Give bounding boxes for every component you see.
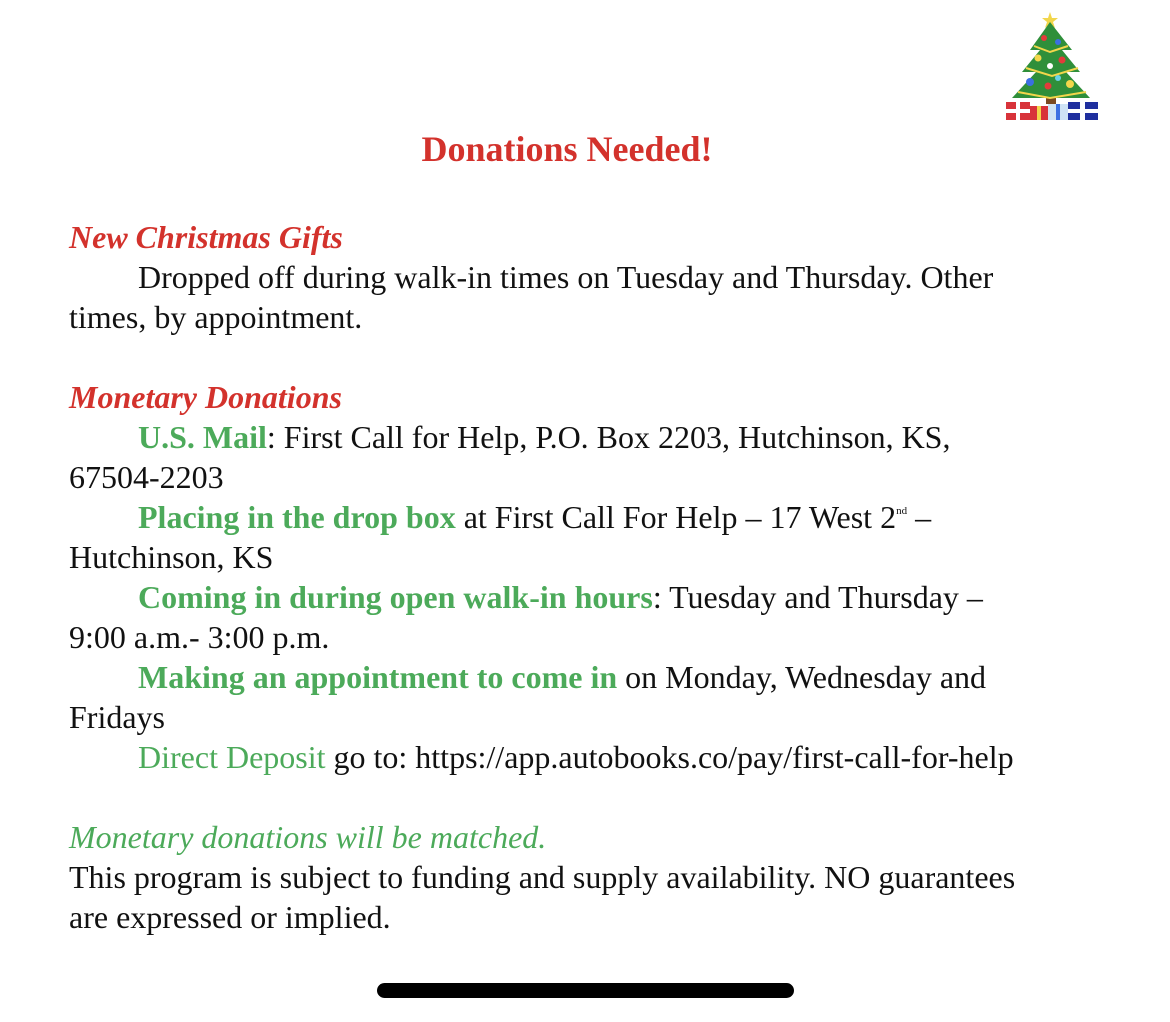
appointment-option: [69, 657, 1129, 697]
appointment-text-line-1: on Monday, Wednesday and: [617, 659, 987, 695]
gifts-text-line-2: times, by appointment.: [69, 299, 363, 335]
spacer: [69, 777, 1129, 817]
dropbox-option: [69, 497, 1129, 537]
mail-label: U.S. Mail: [138, 419, 267, 455]
mail-text-line-2: 67504-2203: [69, 459, 224, 495]
deposit-url-text: go to: https://app.autobooks.co/pay/first-call-for-help: [325, 739, 1014, 775]
appointment-text-line-2: Fridays: [69, 699, 165, 735]
walkin-option: [69, 577, 1129, 617]
walkin-label: Coming in during open walk-in hours: [138, 579, 653, 615]
matched-note: Monetary donations will be matched.: [69, 819, 547, 855]
page-title: Donations Needed!: [421, 129, 713, 169]
ordinal-suffix: nd: [896, 505, 908, 517]
dropbox-text-line-2: Hutchinson, KS: [69, 539, 274, 575]
monetary-heading: Monetary Donations: [69, 379, 342, 415]
gifts-heading: New Christmas Gifts: [69, 219, 343, 255]
deposit-label: Direct Deposit: [138, 739, 326, 775]
home-indicator[interactable]: [377, 983, 794, 998]
deposit-option: [69, 737, 1129, 777]
disclaimer-line-2: are expressed or implied.: [69, 899, 391, 935]
dropbox-dash: –: [907, 499, 932, 535]
document-body: [69, 217, 1129, 937]
christmas-tree-icon: [1000, 6, 1104, 124]
walkin-text-line-1: : Tuesday and Thursday –: [652, 579, 983, 615]
spacer: [69, 337, 1129, 377]
appointment-label: Making an appointment to come in: [138, 659, 618, 695]
dropbox-label: Placing in the drop box: [138, 499, 456, 535]
mail-text-line-1: : First Call for Help, P.O. Box 2203, Hutchinson, KS,: [266, 419, 951, 455]
walkin-text-line-2: 9:00 a.m.- 3:00 p.m.: [69, 619, 330, 655]
dropbox-text-line-1: at First Call For Help – 17 West 2: [455, 499, 897, 535]
gifts-text-line-1: Dropped off during walk-in times on Tuesday and Thursday. Other: [138, 259, 994, 295]
disclaimer-line-1: This program is subject to funding and supply availability. NO guarantees: [69, 859, 1016, 895]
mail-option: [69, 417, 1129, 457]
